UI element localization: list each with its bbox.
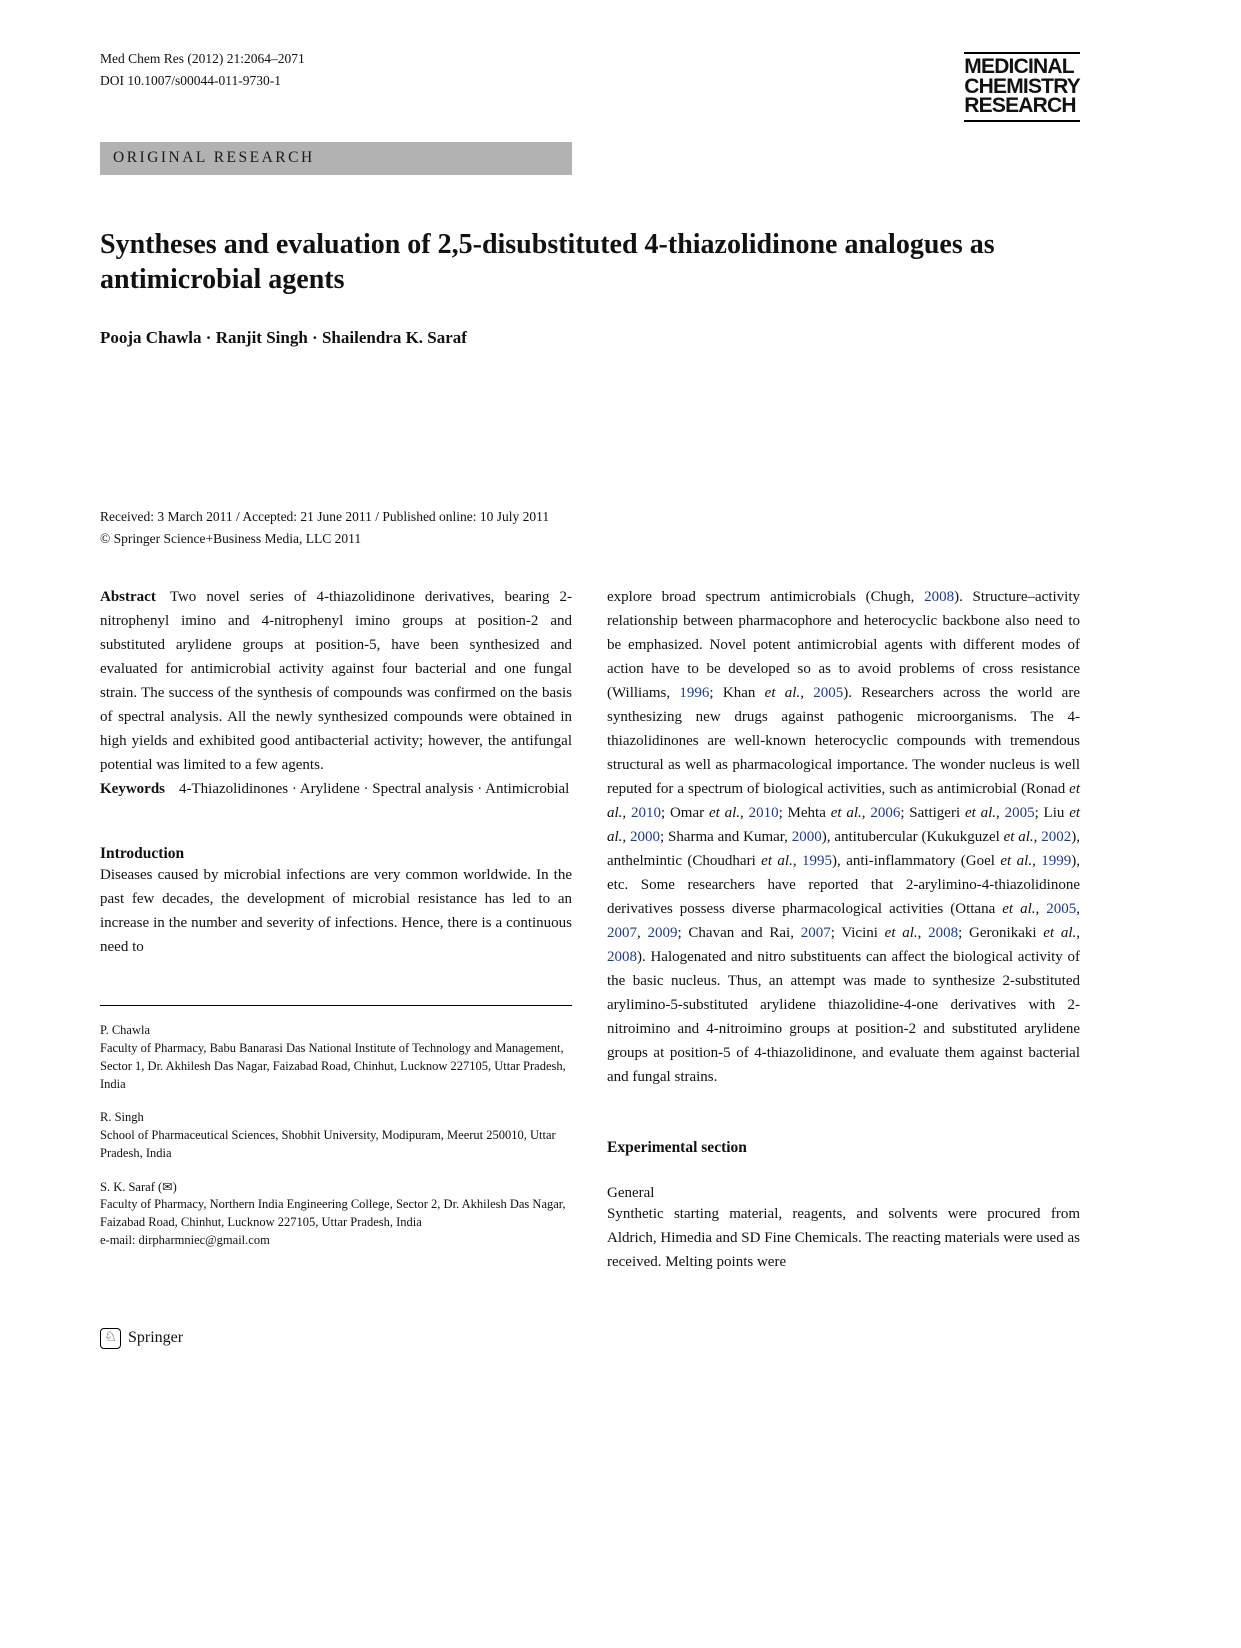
citation-year-link[interactable]: 2005 bbox=[1046, 901, 1077, 918]
abstract-label: Abstract bbox=[100, 589, 156, 606]
introduction-heading: Introduction bbox=[100, 845, 185, 863]
abstract-paragraph bbox=[100, 585, 572, 777]
citation-year-link[interactable]: 2007 bbox=[800, 925, 831, 942]
citation-year-link[interactable]: 1996 bbox=[679, 685, 710, 702]
citation-year-link[interactable]: 2000 bbox=[791, 829, 822, 846]
corresponding-email[interactable]: e-mail: dirpharmniec@gmail.com bbox=[100, 1232, 270, 1247]
section-banner bbox=[100, 142, 572, 175]
keywords-paragraph bbox=[100, 777, 572, 801]
springer-logo-icon: ♘ bbox=[100, 1328, 121, 1349]
footnote-author-name: R. Singh bbox=[100, 1110, 144, 1125]
citation-year-link[interactable]: 2005 bbox=[813, 685, 844, 702]
footnote-author-name: P. Chawla bbox=[100, 1023, 150, 1038]
page-header bbox=[100, 48, 1080, 122]
citation-year-link[interactable]: 2008 bbox=[607, 949, 637, 966]
citation-year-link[interactable]: 2007 bbox=[607, 925, 637, 942]
general-subheading: General bbox=[607, 1185, 655, 1202]
abstract-text: Two novel series of 4-thiazolidinone derivatives, bearing 2-nitrophenyl imino and 4-nitrophenyl imino groups at position-2 and substituted arylidene groups at position-5, have been synthesized and evaluated for antimicrobial activity against four bacterial and one fungal strain. The success of the synthesis of compounds was confirmed on the basis of spectral analysis. All the newly synthesized compounds were obtained in high yields and exhibited good antibacterial activity; however, the antifungal potential was limited to a few agents. bbox=[100, 589, 572, 774]
keywords-label: Keywords bbox=[100, 781, 165, 798]
journal-reference: Med Chem Res (2012) 21:2064–2071 bbox=[100, 51, 305, 66]
footnote-affiliation-text: Faculty of Pharmacy, Babu Banarasi Das National Institute of Technology and Management, Sector 1, Dr. Akhilesh Das Nagar, Faizabad Road, Chinhut, Lucknow 227105, Uttar Pradesh, India bbox=[100, 1041, 566, 1091]
journal-logo bbox=[964, 52, 1080, 122]
footnote-affiliation-text: Faculty of Pharmacy, Northern India Engineering College, Sector 2, Dr. Akhilesh Das Nagar, Faizabad Road, Chinhut, Lucknow 227105, Uttar Pradesh, India bbox=[100, 1197, 566, 1230]
introduction-continued-paragraph: explore broad spectrum antimicrobials (Chugh, 2008). Structure–activity relationship between pharmacophore and heterocyclic backbone also need to be emphasized. Novel potent antimicrobial agents with different modes of action have to be developed so as to avoid problems of cross resistance (Williams, 1996; Khan et al., 2005). Researchers across the world are synthesizing new drugs against pathogenic microorganisms. The 4-thiazolidinones are well-known heterocyclic compounds with tremendous structural as well as pharmacological importance. The wonder nucleus is well reputed for a spectrum of biological activities, such as antimicrobial (Ronad et al., 2010; Omar et al., 2010; Mehta et al., 2006; Sattigeri et al., 2005; Liu et al., 2000; Sharma and Kumar, 2000), antitubercular (Kukukguzel et al., 2002), anthelmintic (Choudhari et al., 1995), anti-inflammatory (Goel et al., 1999), etc. Some researchers have reported that 2-arylimino-4-thiazolidinone derivatives possess diverse pharmacological activities (Ottana et al., 2005, 2007, 2009; Chavan and Rai, 2007; Vicini et al., 2008; Geronikaki et al., 2008). Halogenated and nitro substituents can affect the biological activity of the basic nucleus. Thus, an attempt was made to synthesize 2-substituted arylimino-5-substituted arylidene thiazolidine-4-one derivatives with 2-nitroimino and 4-nitroimino groups at position-2 and substituted arylidene groups at position-5 of 4-thiazolidinone, and evaluate them against bacterial and fungal strains. bbox=[607, 589, 1081, 1086]
keywords-text: 4-Thiazolidinones · Arylidene · Spectral analysis · Antimicrobial bbox=[179, 781, 570, 798]
journal-logo-line: RESEARCH bbox=[964, 94, 1076, 118]
citation-year-link[interactable]: 2009 bbox=[647, 925, 678, 942]
journal-logo-line: MEDICINAL bbox=[964, 55, 1074, 78]
springer-footer bbox=[100, 1328, 572, 1349]
right-column bbox=[607, 585, 1080, 1348]
body-columns bbox=[100, 585, 1080, 1348]
citation-year-link[interactable]: 2008 bbox=[928, 925, 959, 942]
experimental-paragraph: Synthetic starting material, reagents, and solvents were procured from Aldrich, Himedia and SD Fine Chemicals. The reacting materials were used as received. Melting points were bbox=[607, 1206, 1080, 1271]
left-column bbox=[100, 585, 572, 1348]
footnote-affiliation bbox=[100, 1022, 572, 1093]
received-line: Received: 3 March 2011 / Accepted: 21 June 2011 / Published online: 10 July 2011 bbox=[100, 509, 550, 525]
experimental-section-heading: Experimental section bbox=[607, 1139, 747, 1157]
citation-year-link[interactable]: 2002 bbox=[1041, 829, 1072, 846]
journal-info bbox=[100, 48, 305, 91]
footnote-affiliation-text: School of Pharmaceutical Sciences, Shobhit University, Modipuram, Meerut 250010, Uttar Pradesh, India bbox=[100, 1128, 556, 1160]
copyright-line: © Springer Science+Business Media, LLC 2011 bbox=[100, 530, 362, 546]
introduction-paragraph: Diseases caused by microbial infections are very common worldwide. In the past few decades, the development of microbial resistance has led to an increase in the number and severity of infections. Hence, there is a continuous need to bbox=[100, 867, 572, 956]
citation-year-link[interactable]: 1999 bbox=[1041, 853, 1072, 870]
citation-year-link[interactable]: 2000 bbox=[630, 829, 660, 846]
citation-year-link[interactable]: 2008 bbox=[924, 589, 955, 606]
footnote-author-name: S. K. Saraf (✉) bbox=[100, 1179, 177, 1194]
section-label: ORIGINAL RESEARCH bbox=[113, 149, 315, 167]
citation-year-link[interactable]: 2005 bbox=[1004, 805, 1035, 822]
footnote-affiliation bbox=[100, 1179, 572, 1250]
footnote-affiliation bbox=[100, 1109, 572, 1162]
article-title: Syntheses and evaluation of 2,5-disubstituted 4-thiazolidinone analogues as antimicrobial agents bbox=[100, 228, 995, 296]
springer-logo-text: Springer bbox=[128, 1329, 184, 1347]
journal-logo-line: CHEMISTRY bbox=[964, 74, 1080, 98]
citation-year-link[interactable]: 2010 bbox=[748, 805, 779, 822]
received-block bbox=[100, 506, 1080, 549]
footnote-divider bbox=[100, 1005, 572, 1006]
citation-year-link[interactable]: 1995 bbox=[802, 853, 833, 870]
citation-year-link[interactable]: 2010 bbox=[630, 805, 661, 822]
doi-line[interactable]: DOI 10.1007/s00044-011-9730-1 bbox=[100, 72, 281, 88]
citation-year-link[interactable]: 2006 bbox=[870, 805, 901, 822]
authors-line: Pooja Chawla · Ranjit Singh · Shailendra K. Saraf bbox=[100, 328, 467, 348]
